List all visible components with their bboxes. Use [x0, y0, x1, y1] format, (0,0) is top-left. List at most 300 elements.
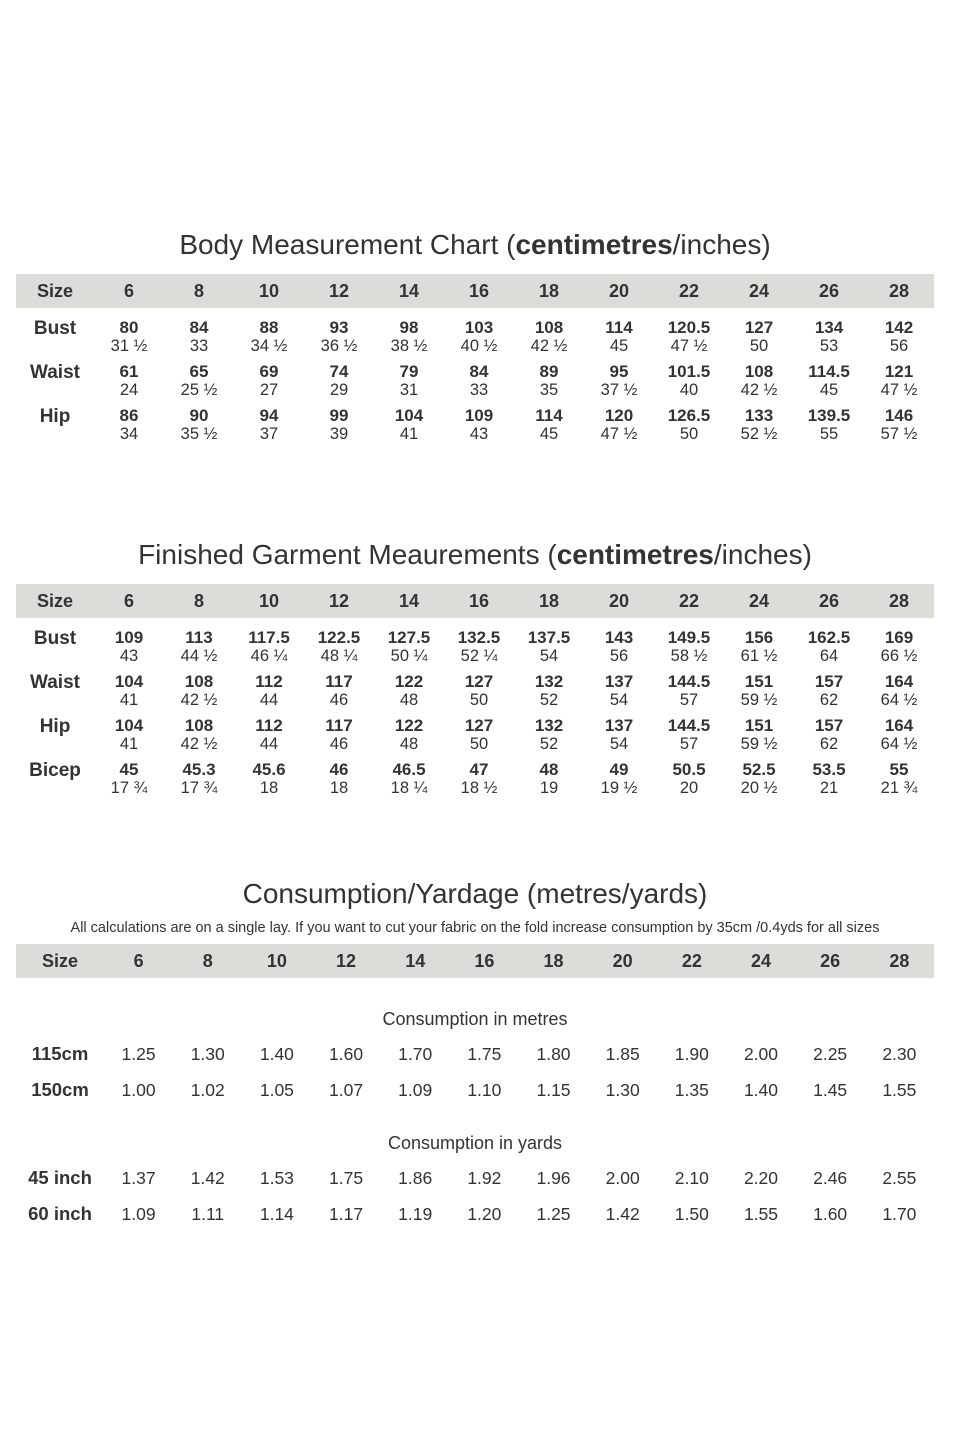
consumption-value: 1.37	[121, 1167, 156, 1188]
measurement-cell	[654, 308, 724, 362]
measurement-cell	[234, 672, 304, 716]
size-header-row	[16, 584, 934, 618]
cm-value: 108	[744, 362, 774, 381]
consumption-value: 1.92	[467, 1167, 502, 1188]
inch-value: 47 ½	[880, 381, 918, 399]
inch-value: 45	[539, 425, 559, 443]
consumption-row	[16, 1196, 934, 1232]
size-header-24: 24	[748, 590, 770, 611]
size-header-14: 14	[405, 950, 426, 971]
measurement-cell	[164, 362, 234, 406]
inch-value: 54	[539, 647, 559, 665]
measurement-cell	[234, 760, 304, 804]
consumption-group-title	[16, 1108, 934, 1160]
consumption-value: 1.02	[190, 1079, 225, 1100]
measurement-cell	[444, 760, 514, 804]
inch-value: 31	[399, 381, 419, 399]
measurement-cell	[514, 618, 584, 672]
size-header-28: 28	[888, 280, 910, 301]
size-header-26: 26	[818, 280, 840, 301]
consumption-value: 1.96	[536, 1167, 571, 1188]
consumption-value: 1.40	[259, 1043, 294, 1064]
inch-value: 36 ½	[320, 337, 358, 355]
measurement-cell	[234, 716, 304, 760]
inch-value: 37	[259, 425, 279, 443]
measurement-cell	[794, 618, 864, 672]
measurement-cell	[234, 308, 304, 362]
cm-value: 149.5	[667, 628, 711, 647]
inch-value: 46	[329, 691, 349, 709]
size-header-10: 10	[258, 280, 280, 301]
cm-value: 164	[884, 716, 914, 735]
row-label: Bicep	[29, 760, 81, 781]
cm-value: 93	[329, 318, 349, 337]
inch-value: 48	[399, 691, 419, 709]
measurement-cell	[864, 672, 934, 716]
cm-value: 127	[464, 716, 494, 735]
measurement-cell	[864, 406, 934, 450]
consumption-value: 1.85	[605, 1043, 640, 1064]
size-header-18: 18	[543, 950, 564, 971]
measurement-cell	[444, 716, 514, 760]
inch-value: 57	[679, 735, 699, 753]
size-header-16: 16	[468, 280, 490, 301]
measurement-cell	[794, 308, 864, 362]
measurement-cell	[164, 716, 234, 760]
inch-value: 33	[189, 337, 209, 355]
cm-value: 45.6	[252, 760, 286, 779]
measurement-row-bust	[16, 618, 934, 672]
consumption-value: 1.25	[121, 1043, 156, 1064]
inch-value: 58 ½	[670, 647, 708, 665]
cm-value: 49	[609, 760, 629, 779]
inch-value: 57 ½	[880, 425, 918, 443]
consumption-value: 1.60	[329, 1043, 364, 1064]
body-measurement-table	[16, 274, 934, 450]
inch-value: 20 ½	[740, 779, 778, 797]
inch-value: 45	[609, 337, 629, 355]
garment-measurement-title: Finished Garment Meaurements (centimetres/inches)	[138, 539, 812, 570]
inch-value: 59 ½	[740, 735, 778, 753]
inch-value: 52	[539, 691, 559, 709]
inch-value: 40 ½	[460, 337, 498, 355]
measurement-cell	[374, 716, 444, 760]
size-header-6: 6	[123, 590, 134, 611]
inch-value: 39	[329, 425, 349, 443]
inch-value: 52 ½	[740, 425, 778, 443]
fabric-width-label: 115cm	[31, 1043, 89, 1064]
inch-value: 46 ¼	[250, 647, 288, 665]
inch-value: 35 ½	[180, 425, 218, 443]
group-title-text: Consumption in metres	[382, 1009, 568, 1029]
inch-value: 21 ¾	[880, 779, 918, 797]
inch-value: 45	[819, 381, 839, 399]
inch-value: 50	[679, 425, 699, 443]
consumption-value: 1.55	[743, 1203, 779, 1224]
size-header-24: 24	[748, 280, 770, 301]
cm-value: 98	[399, 318, 419, 337]
cm-value: 139.5	[807, 406, 851, 425]
inch-value: 52 ¼	[460, 647, 498, 665]
cm-value: 80	[119, 318, 139, 337]
measurement-row-bicep	[16, 760, 934, 804]
measurement-cell	[864, 760, 934, 804]
inch-value: 44	[259, 735, 279, 753]
consumption-value: 1.20	[467, 1203, 502, 1224]
cm-value: 112	[255, 716, 283, 735]
measurement-row-bust	[16, 308, 934, 362]
measurement-cell	[794, 760, 864, 804]
size-header-22: 22	[678, 590, 700, 611]
cm-value: 122.5	[317, 628, 361, 647]
cm-value: 90	[189, 406, 209, 425]
consumption-value: 1.35	[674, 1079, 709, 1100]
measurement-cell	[374, 618, 444, 672]
measurement-cell	[584, 362, 654, 406]
size-header-row	[16, 944, 934, 978]
cm-value: 137.5	[527, 628, 571, 647]
inch-value: 18 ¼	[390, 779, 428, 797]
consumption-value: 1.86	[398, 1167, 433, 1188]
consumption-value: 1.09	[121, 1203, 156, 1224]
consumption-note: All calculations are on a single lay. If you want to cut your fabric on the fold increase consumption by 35cm /0.4yds for all sizes	[70, 920, 880, 936]
measurement-cell	[514, 362, 584, 406]
consumption-value: 1.50	[674, 1203, 709, 1224]
measurement-cell	[94, 672, 164, 716]
cm-value: 104	[394, 406, 424, 425]
measurement-cell	[94, 618, 164, 672]
cm-value: 65	[189, 362, 209, 381]
consumption-value: 1.25	[536, 1203, 571, 1224]
cm-value: 61	[119, 362, 139, 381]
cm-value: 109	[464, 406, 494, 425]
measurement-cell	[584, 760, 654, 804]
inch-value: 64 ½	[880, 735, 918, 753]
inch-value: 54	[609, 735, 629, 753]
inch-value: 50	[749, 337, 769, 355]
consumption-value: 1.05	[259, 1079, 294, 1100]
cm-value: 84	[469, 362, 489, 381]
cm-value: 137	[604, 716, 634, 735]
measurement-cell	[584, 618, 654, 672]
cm-value: 79	[399, 362, 419, 381]
measurement-cell	[794, 406, 864, 450]
size-header-22: 22	[681, 950, 702, 971]
consumption-value: 2.10	[674, 1167, 709, 1188]
cm-value: 86	[119, 406, 139, 425]
group-title-text: Consumption in yards	[387, 1133, 563, 1153]
consumption-value: 1.80	[536, 1043, 571, 1064]
consumption-value: 2.30	[882, 1043, 917, 1064]
cm-value: 120	[604, 406, 634, 425]
measurement-cell	[724, 406, 794, 450]
size-header-12: 12	[328, 280, 350, 301]
cm-value: 142	[884, 318, 914, 337]
cm-value: 151	[744, 716, 774, 735]
measurement-cell	[654, 716, 724, 760]
fabric-width-label: 45 inch	[28, 1167, 92, 1188]
cm-value: 84	[189, 318, 209, 337]
size-header-26: 26	[818, 590, 840, 611]
inch-value: 50	[469, 735, 489, 753]
row-label: Bust	[33, 628, 77, 649]
size-header-label: Size	[36, 280, 74, 301]
body-measurement-section	[16, 225, 934, 450]
size-header-label: Size	[36, 590, 74, 611]
cm-value: 103	[464, 318, 494, 337]
measurement-cell	[654, 406, 724, 450]
cm-value: 48	[539, 760, 559, 779]
cm-value: 127	[464, 672, 494, 691]
measurement-row-hip	[16, 406, 934, 450]
inch-value: 55	[819, 425, 839, 443]
cm-value: 109	[114, 628, 144, 647]
consumption-row	[16, 1072, 934, 1108]
cm-value: 127.5	[387, 628, 431, 647]
measurement-cell	[514, 760, 584, 804]
inch-value: 50 ¼	[390, 647, 428, 665]
measurement-cell	[654, 672, 724, 716]
measurement-cell	[304, 760, 374, 804]
measurement-cell	[584, 308, 654, 362]
cm-value: 95	[609, 362, 629, 381]
size-header-20: 20	[612, 950, 633, 971]
size-header-8: 8	[193, 590, 204, 611]
consumption-table	[16, 944, 934, 1232]
measurement-cell	[864, 362, 934, 406]
consumption-value: 1.30	[190, 1043, 225, 1064]
measurement-cell	[654, 760, 724, 804]
fabric-width-label: 60 inch	[28, 1203, 92, 1224]
consumption-value: 1.75	[467, 1043, 502, 1064]
cm-value: 46.5	[392, 760, 426, 779]
inch-value: 66 ½	[880, 647, 918, 665]
size-header-8: 8	[193, 280, 204, 301]
measurement-cell	[374, 308, 444, 362]
row-label: Waist	[30, 672, 80, 693]
measurement-cell	[864, 716, 934, 760]
cm-value: 164	[884, 672, 914, 691]
cm-value: 45	[119, 760, 139, 779]
inch-value: 19	[539, 779, 559, 797]
cm-value: 89	[539, 362, 559, 381]
cm-value: 88	[259, 318, 279, 337]
consumption-value: 2.46	[813, 1167, 848, 1188]
cm-value: 157	[814, 716, 844, 735]
consumption-value: 1.10	[467, 1079, 502, 1100]
inch-value: 44 ½	[180, 647, 218, 665]
consumption-value: 1.17	[329, 1203, 364, 1224]
inch-value: 17 ¾	[110, 779, 148, 797]
inch-value: 41	[119, 735, 139, 753]
inch-value: 18	[329, 779, 349, 797]
measurement-cell	[304, 308, 374, 362]
cm-value: 99	[329, 406, 349, 425]
size-header-6: 6	[123, 280, 134, 301]
measurement-cell	[514, 672, 584, 716]
inch-value: 18 ½	[460, 779, 498, 797]
inch-value: 33	[469, 381, 489, 399]
measurement-cell	[94, 406, 164, 450]
fabric-width-label: 150cm	[31, 1079, 89, 1100]
size-header-label: Size	[41, 950, 79, 971]
measurement-cell	[164, 672, 234, 716]
consumption-value: 1.07	[329, 1079, 364, 1100]
size-header-28: 28	[888, 590, 910, 611]
inch-value: 48	[399, 735, 419, 753]
cm-value: 132	[534, 716, 564, 735]
inch-value: 25 ½	[180, 381, 218, 399]
cm-value: 55	[889, 760, 909, 779]
measurement-cell	[234, 406, 304, 450]
measurement-cell	[164, 760, 234, 804]
inch-value: 35	[539, 381, 559, 399]
consumption-value: 1.70	[398, 1043, 433, 1064]
cm-value: 127	[744, 318, 774, 337]
cm-value: 47	[469, 760, 489, 779]
cm-value: 120.5	[667, 318, 711, 337]
consumption-value: 1.55	[882, 1079, 917, 1100]
consumption-value: 1.90	[674, 1043, 709, 1064]
row-label: Bust	[33, 318, 77, 339]
consumption-row	[16, 1036, 934, 1072]
measurement-row-hip	[16, 716, 934, 760]
inch-value: 50	[469, 691, 489, 709]
size-header-10: 10	[258, 590, 280, 611]
inch-value: 34	[119, 425, 139, 443]
size-header-16: 16	[468, 590, 490, 611]
inch-value: 29	[329, 381, 349, 399]
inch-value: 42 ½	[180, 735, 218, 753]
consumption-value: 1.09	[398, 1079, 433, 1100]
inch-value: 27	[259, 381, 279, 399]
measurement-cell	[724, 716, 794, 760]
inch-value: 40	[679, 381, 699, 399]
inch-value: 41	[399, 425, 419, 443]
cm-value: 122	[394, 716, 424, 735]
measurement-cell	[584, 672, 654, 716]
consumption-row	[16, 1160, 934, 1196]
inch-value: 43	[469, 425, 489, 443]
inch-value: 53	[819, 337, 839, 355]
inch-value: 59 ½	[740, 691, 778, 709]
inch-value: 42 ½	[180, 691, 218, 709]
inch-value: 61 ½	[740, 647, 778, 665]
inch-value: 43	[119, 647, 139, 665]
consumption-value: 1.15	[536, 1079, 571, 1100]
measurement-cell	[514, 406, 584, 450]
cm-value: 114	[605, 318, 633, 337]
inch-value: 62	[819, 691, 839, 709]
consumption-value: 1.14	[259, 1203, 294, 1224]
consumption-value: 1.60	[813, 1203, 848, 1224]
cm-value: 45.3	[182, 760, 216, 779]
cm-value: 156	[744, 628, 774, 647]
measurement-cell	[374, 406, 444, 450]
measurement-cell	[94, 760, 164, 804]
size-header-28: 28	[889, 950, 910, 971]
size-header-8: 8	[202, 950, 213, 971]
size-header-18: 18	[538, 280, 560, 301]
consumption-value: 1.42	[190, 1167, 225, 1188]
measurement-cell	[444, 618, 514, 672]
cm-value: 114.5	[808, 362, 850, 381]
inch-value: 56	[609, 647, 629, 665]
measurement-cell	[724, 308, 794, 362]
row-label: Waist	[30, 362, 80, 383]
measurement-row-waist	[16, 672, 934, 716]
cm-value: 114	[535, 406, 563, 425]
cm-value: 108	[184, 672, 214, 691]
inch-value: 57	[679, 691, 699, 709]
cm-value: 101.5	[667, 362, 711, 381]
cm-value: 137	[604, 672, 634, 691]
measurement-cell	[864, 308, 934, 362]
measurement-cell	[304, 406, 374, 450]
inch-value: 56	[889, 337, 909, 355]
measurement-cell	[164, 308, 234, 362]
cm-value: 133	[744, 406, 774, 425]
cm-value: 144.5	[667, 716, 711, 735]
inch-value: 64	[819, 647, 839, 665]
inch-value: 47 ½	[670, 337, 708, 355]
consumption-value: 1.40	[743, 1079, 779, 1100]
measurement-cell	[374, 760, 444, 804]
measurement-cell	[444, 362, 514, 406]
measurement-row-waist	[16, 362, 934, 406]
measurement-cell	[864, 618, 934, 672]
measurement-cell	[444, 406, 514, 450]
measurement-cell	[164, 618, 234, 672]
cm-value: 132	[534, 672, 564, 691]
cm-value: 53.5	[812, 760, 846, 779]
cm-value: 132.5	[457, 628, 501, 647]
consumption-value: 1.75	[329, 1167, 364, 1188]
size-header-10: 10	[266, 950, 287, 971]
consumption-value: 1.19	[398, 1203, 433, 1224]
measurement-cell	[304, 672, 374, 716]
measurement-cell	[444, 308, 514, 362]
inch-value: 19 ½	[600, 779, 638, 797]
cm-value: 108	[534, 318, 564, 337]
cm-value: 151	[744, 672, 774, 691]
measurement-cell	[794, 716, 864, 760]
inch-value: 38 ½	[390, 337, 428, 355]
row-label: Hip	[39, 716, 71, 737]
inch-value: 44	[259, 691, 279, 709]
cm-value: 146	[884, 406, 914, 425]
garment-measurement-section	[16, 535, 934, 804]
measurement-cell	[304, 716, 374, 760]
measurement-cell	[514, 716, 584, 760]
cm-value: 122	[394, 672, 424, 691]
cm-value: 169	[884, 628, 914, 647]
size-header-12: 12	[336, 950, 357, 971]
cm-value: 52.5	[742, 760, 776, 779]
size-header-26: 26	[820, 950, 841, 971]
inch-value: 47 ½	[600, 425, 638, 443]
inch-value: 18	[259, 779, 279, 797]
inch-value: 42 ½	[530, 337, 568, 355]
inch-value: 48 ¼	[320, 647, 358, 665]
row-label: Hip	[39, 406, 71, 427]
consumption-group-title	[16, 978, 934, 1036]
cm-value: 50.5	[672, 760, 706, 779]
garment-measurement-table	[16, 584, 934, 804]
measurement-cell	[654, 618, 724, 672]
cm-value: 121	[884, 362, 914, 381]
measurement-cell	[94, 716, 164, 760]
